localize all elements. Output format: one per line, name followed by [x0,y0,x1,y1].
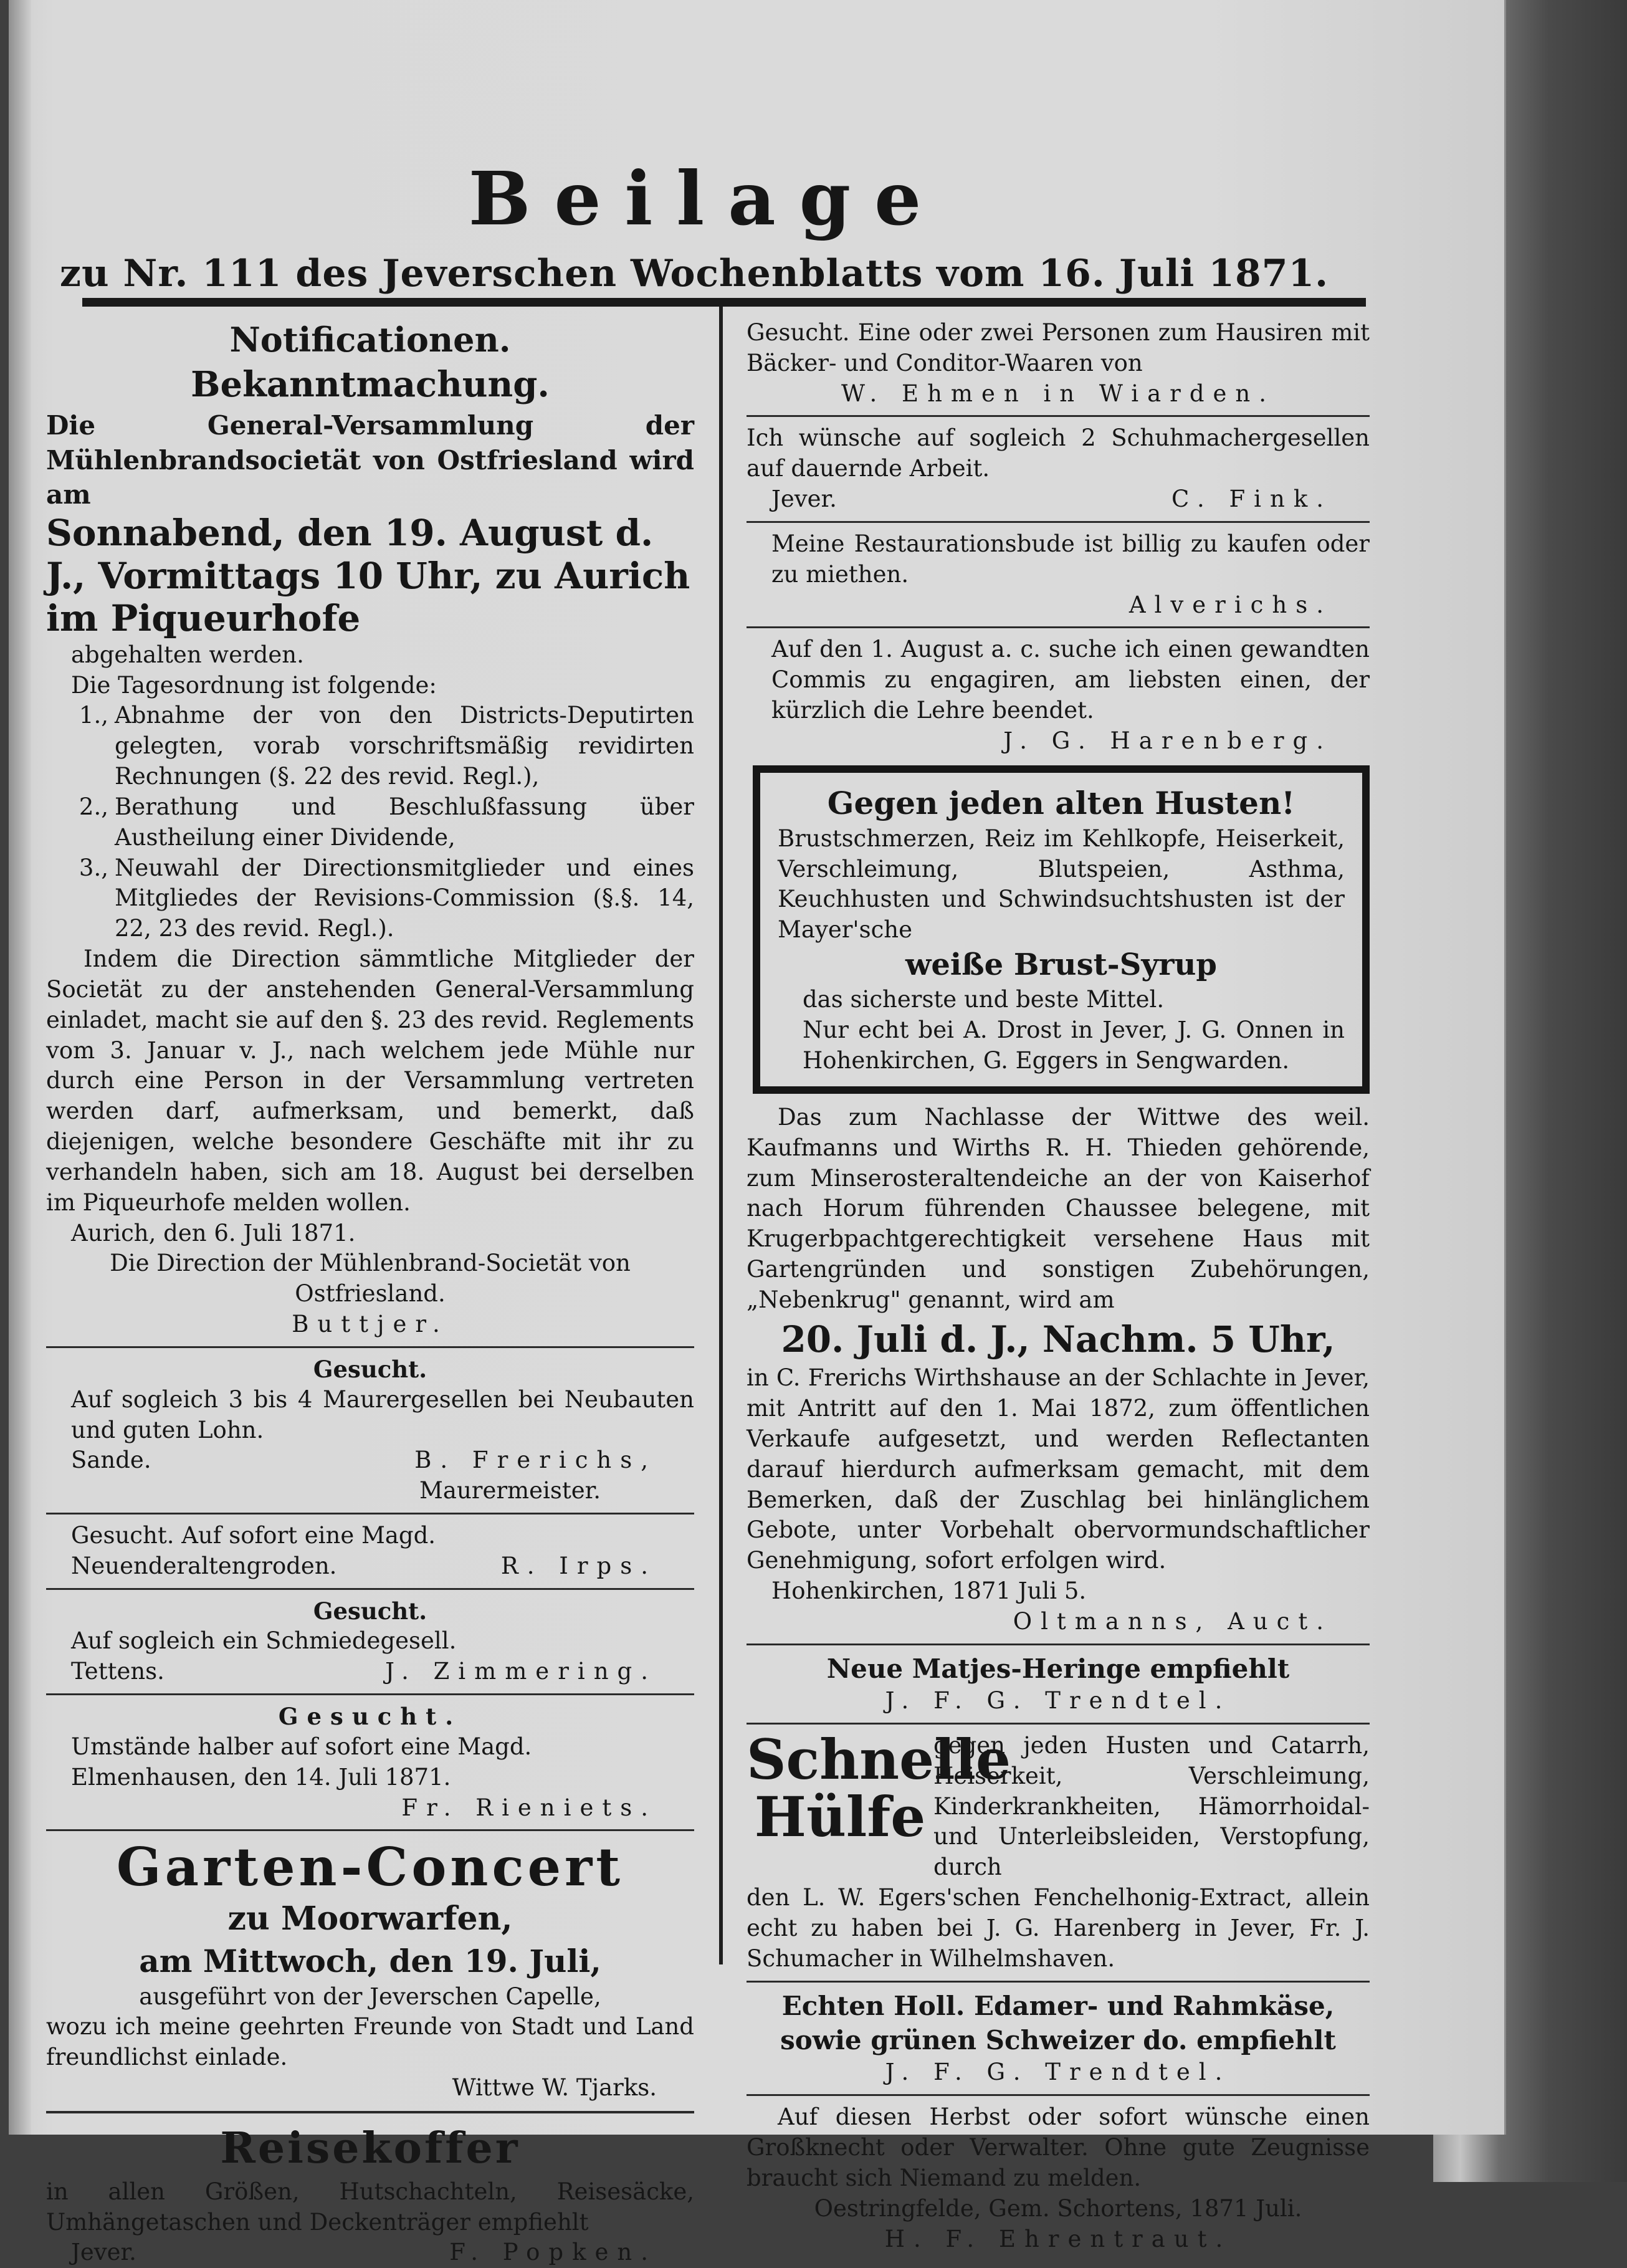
syrup-product: weiße Brust-Syrup [905,947,1217,983]
masthead [59,155,1330,295]
divider [46,1829,694,1831]
divider [747,521,1370,523]
divider [46,1588,694,1590]
schnelle-text: den L. W. Egers'schen Fenchelhonig-Extract, allein echt zu haben bei J. G. Harenberg in Jever, Fr. J. Schumacher in Wilhelmshaven. [747,1884,1370,1972]
koffer-title: Reisekoffer [220,2123,520,2173]
concert-date: am Mittwoch, den 19. Juli, [139,1942,601,1979]
syrup-text2: das sicherste und beste Mittel. [803,986,1165,1013]
agenda-item: 1., Abnahme der von den Districts-Deputirten gelegten, vorab vorschriftsmäßig revidirten Rechnungen (§. 22 des revid. Regl.), [79,702,694,790]
newspaper-page [9,0,1506,2266]
syrup-text: Brustschmerzen, Reiz im Kehlkopfe, Heiserkeit, Verschleimung, Blutspeien, Asthma, Keuchhusten und Schwindsuchtshusten ist der Mayer'sche [778,825,1345,944]
sale-date: 20. Juli d. J., Nachm. 5 Uhr, [781,1318,1335,1361]
last-ad-signature: H. F. Ehrentraut. [884,2225,1232,2252]
ad-text: Auf den 1. August a. c. suche ich einen gewandten Commis zu engagiren, am liebsten einen, der kürzlich die Lehre beendet. [771,636,1370,724]
syrup-title: Gegen jeden alten Husten! [827,784,1295,821]
ad-signature: Alverichs. [1128,591,1332,618]
section-title: Notificationen. [229,320,511,360]
last-ad-text: Auf diesen Herbst oder sofort wünsche einen Großknecht oder Verwalter. Ohne gute Zeugnisse braucht sich Niemand zu melden. [747,2103,1370,2191]
syrup-sellers: Nur echt bei A. Drost in Jever, J. G. Onnen in Hohenkirchen, G. Eggers in Sengwarden. [803,1017,1345,1074]
kaese-signature: J. F. G. Trendtel. [885,2059,1231,2086]
left-column [46,318,694,2268]
kaese-line1: Echten Holl. Edamer- und Rahmkäse, [781,1990,1335,2021]
divider [747,415,1370,417]
ad-text: Umstände halber auf sofort eine Magd. [71,1733,532,1760]
concert-place: zu Moorwarfen, [227,1900,513,1938]
agenda-item: 3., Neuwahl der Directionsmitglieder und eines Mitgliedes der Revisions-Commission (§.§. 14, 22, 23 des revid. Regl.). [79,854,694,942]
sale-signature: Oltmanns, Auct. [1013,1607,1332,1635]
ad-text: Auf sogleich 3 bis 4 Maurergesellen bei Neubauten und guten Lohn. [71,1385,694,1443]
syrup-ad-box [753,765,1370,1094]
koffer-signature-row: Jever. F. Popken. [71,2239,657,2266]
ad-text: Gesucht. Eine oder zwei Personen zum Hausiren mit Bäcker- und Conditor-Waaren von [747,319,1370,376]
ad-signature: J. G. Harenberg. [1003,727,1332,754]
masthead-title: Beilage [468,155,945,242]
divider [747,1723,1370,1725]
masthead-subtitle: zu Nr. 111 des Jeverschen Wochenblatts vom 16. Juli 1871. [59,252,1329,295]
divider [747,1981,1370,1983]
last-ad-place: Oestringfelde, Gem. Schortens, 1871 Juli. [814,2194,1302,2222]
divider [46,1513,694,1514]
divider [46,1693,694,1695]
divider [46,2111,694,2113]
ad-role: Maurermeister. [419,1477,601,1505]
column-divider [719,307,723,1964]
ad-text: Ich wünsche auf sogleich 2 Schuhmachergesellen auf dauernde Arbeit. [747,424,1370,482]
ad-signature-row: Jever. C. Fink. [771,486,1332,513]
divider [747,1644,1370,1645]
ad-text: Gesucht. Auf sofort eine Magd. [71,1521,436,1549]
notice-place-date: Aurich, den 6. Juli 1871. [71,1219,356,1246]
koffer-body: in allen Größen, Hutschachteln, Reisesäcke, Umhängetaschen und Deckenträger empfiehlt [46,2178,694,2236]
notice-held: abgehalten werden. [71,641,304,668]
notice-lead: Die General-Versammlung der Mühlenbrandsocietät von Ostfriesland wird am [46,410,694,510]
matjes-signature: J. F. G. Trendtel. [885,1687,1231,1715]
schnelle-ad [747,1726,1370,1883]
ad-title: Gesucht. [313,1355,427,1383]
sale-place-date: Hohenkirchen, 1871 Juli 5. [771,1577,1087,1605]
notice-title: Bekanntmachung. [191,364,550,406]
ad-title: Gesucht. [313,1597,427,1625]
ad-place: Elmenhausen, den 14. Juli 1871. [71,1763,451,1791]
ad-text: Meine Restaurationsbude ist billig zu kaufen oder zu miethen. [771,530,1370,588]
right-column [747,318,1370,2254]
agenda-intro: Die Tagesordnung ist folgende: [71,671,437,699]
agenda-list [46,701,694,944]
schnelle-side: gegen jeden Husten und Catarrh, Heiserkeit, Verschleimung, Kinderkrankheiten, Hämorrhoidal- und Unterleibsleiden, Verstopfung, durch [933,1731,1370,1881]
ad-signature: Fr. Rieniets. [401,1794,657,1821]
ad-title: Gesucht. [278,1703,462,1731]
ad-text: Auf sogleich ein Schmiedegesell. [71,1627,457,1655]
header-rule [82,298,1366,307]
divider [747,626,1370,628]
ad-signature-row: Tettens. J. Zimmering. [71,1658,657,1685]
divider [46,1346,694,1348]
page-fold-shadow [9,0,31,2135]
kaese-line2: sowie grünen Schweizer do. empfiehlt [780,2025,1336,2056]
notice-signature: Die Direction der Mühlenbrand-Societät von Ostfriesland. [110,1250,631,1308]
notice-signature-name: Buttjer. [292,1311,449,1338]
agenda-item: 2., Berathung und Beschlußfassung über Austheilung einer Dividende, [79,793,694,851]
sale-text: Das zum Nachlasse der Wittwe des weil. Kaufmanns und Wirths R. H. Thieden gehörende, zum Minserosteraltendeiche an der von Kaiserhof nach Horum führenden Chaussee belegene, mit Krugerbpachtgerechtigkeit versehene Haus mit Gartengründen und sonstigen Zubehörungen, „Nebenkrug" genannt, wird am [747,1103,1370,1313]
concert-title: Garten-Concert [116,1836,624,1898]
sale-text2: in C. Frerichs Wirthshause an der Schlachte in Jever, mit Antritt auf den 1. Mai 1872, zum öffentlichen Verkaufe aufgesetzt, und werden Reflectanten darauf hierdurch aufmerksam gemacht, mit dem Bemerken, daß der Zuschlag bei hinlänglichem Gebote, unter Vorbehalt obervormundschaftlicher Genehmigung, sofort erfolgen wird. [747,1364,1370,1574]
notice-body: Indem die Direction sämmtliche Mitglieder der Societät zu der anstehenden General-Versammlung einladet, macht sie auf den §. 23 des revid. Reglements vom 3. Januar v. J., nach welchem jede Mühle nur durch eine Person in der Versammlung vertreten werden darf, aufmerksam, und bemerkt, daß diejenigen, welche besondere Geschäfte mit ihr zu verhandeln haben, sich am 18. August bei derselben im Piqueurhofe melden wollen. [46,945,694,1216]
concert-body: wozu ich meine geehrten Freunde von Stadt und Land freundlichst einlade. [46,2013,694,2071]
schnelle-headline: Schnelle Hülfe [747,1726,1011,1850]
notice-date-line: Sonnabend, den 19. August d. J., Vormittags 10 Uhr, zu Aurich im Piqueurhofe [46,512,690,640]
matjes-text: Neue Matjes-Heringe empfiehlt [826,1653,1290,1684]
ad-signature: W. Ehmen in Wiarden. [841,380,1276,407]
divider [747,2094,1370,2096]
concert-performer: ausgeführt von der Jeverschen Capelle, [139,1983,601,2010]
ad-signature-row: Neuenderaltengroden. R. Irps. [71,1552,657,1579]
concert-signature: Wittwe W. Tjarks. [452,2074,657,2102]
ad-signature-row: Sande. B. Frerichs, [71,1447,657,1474]
